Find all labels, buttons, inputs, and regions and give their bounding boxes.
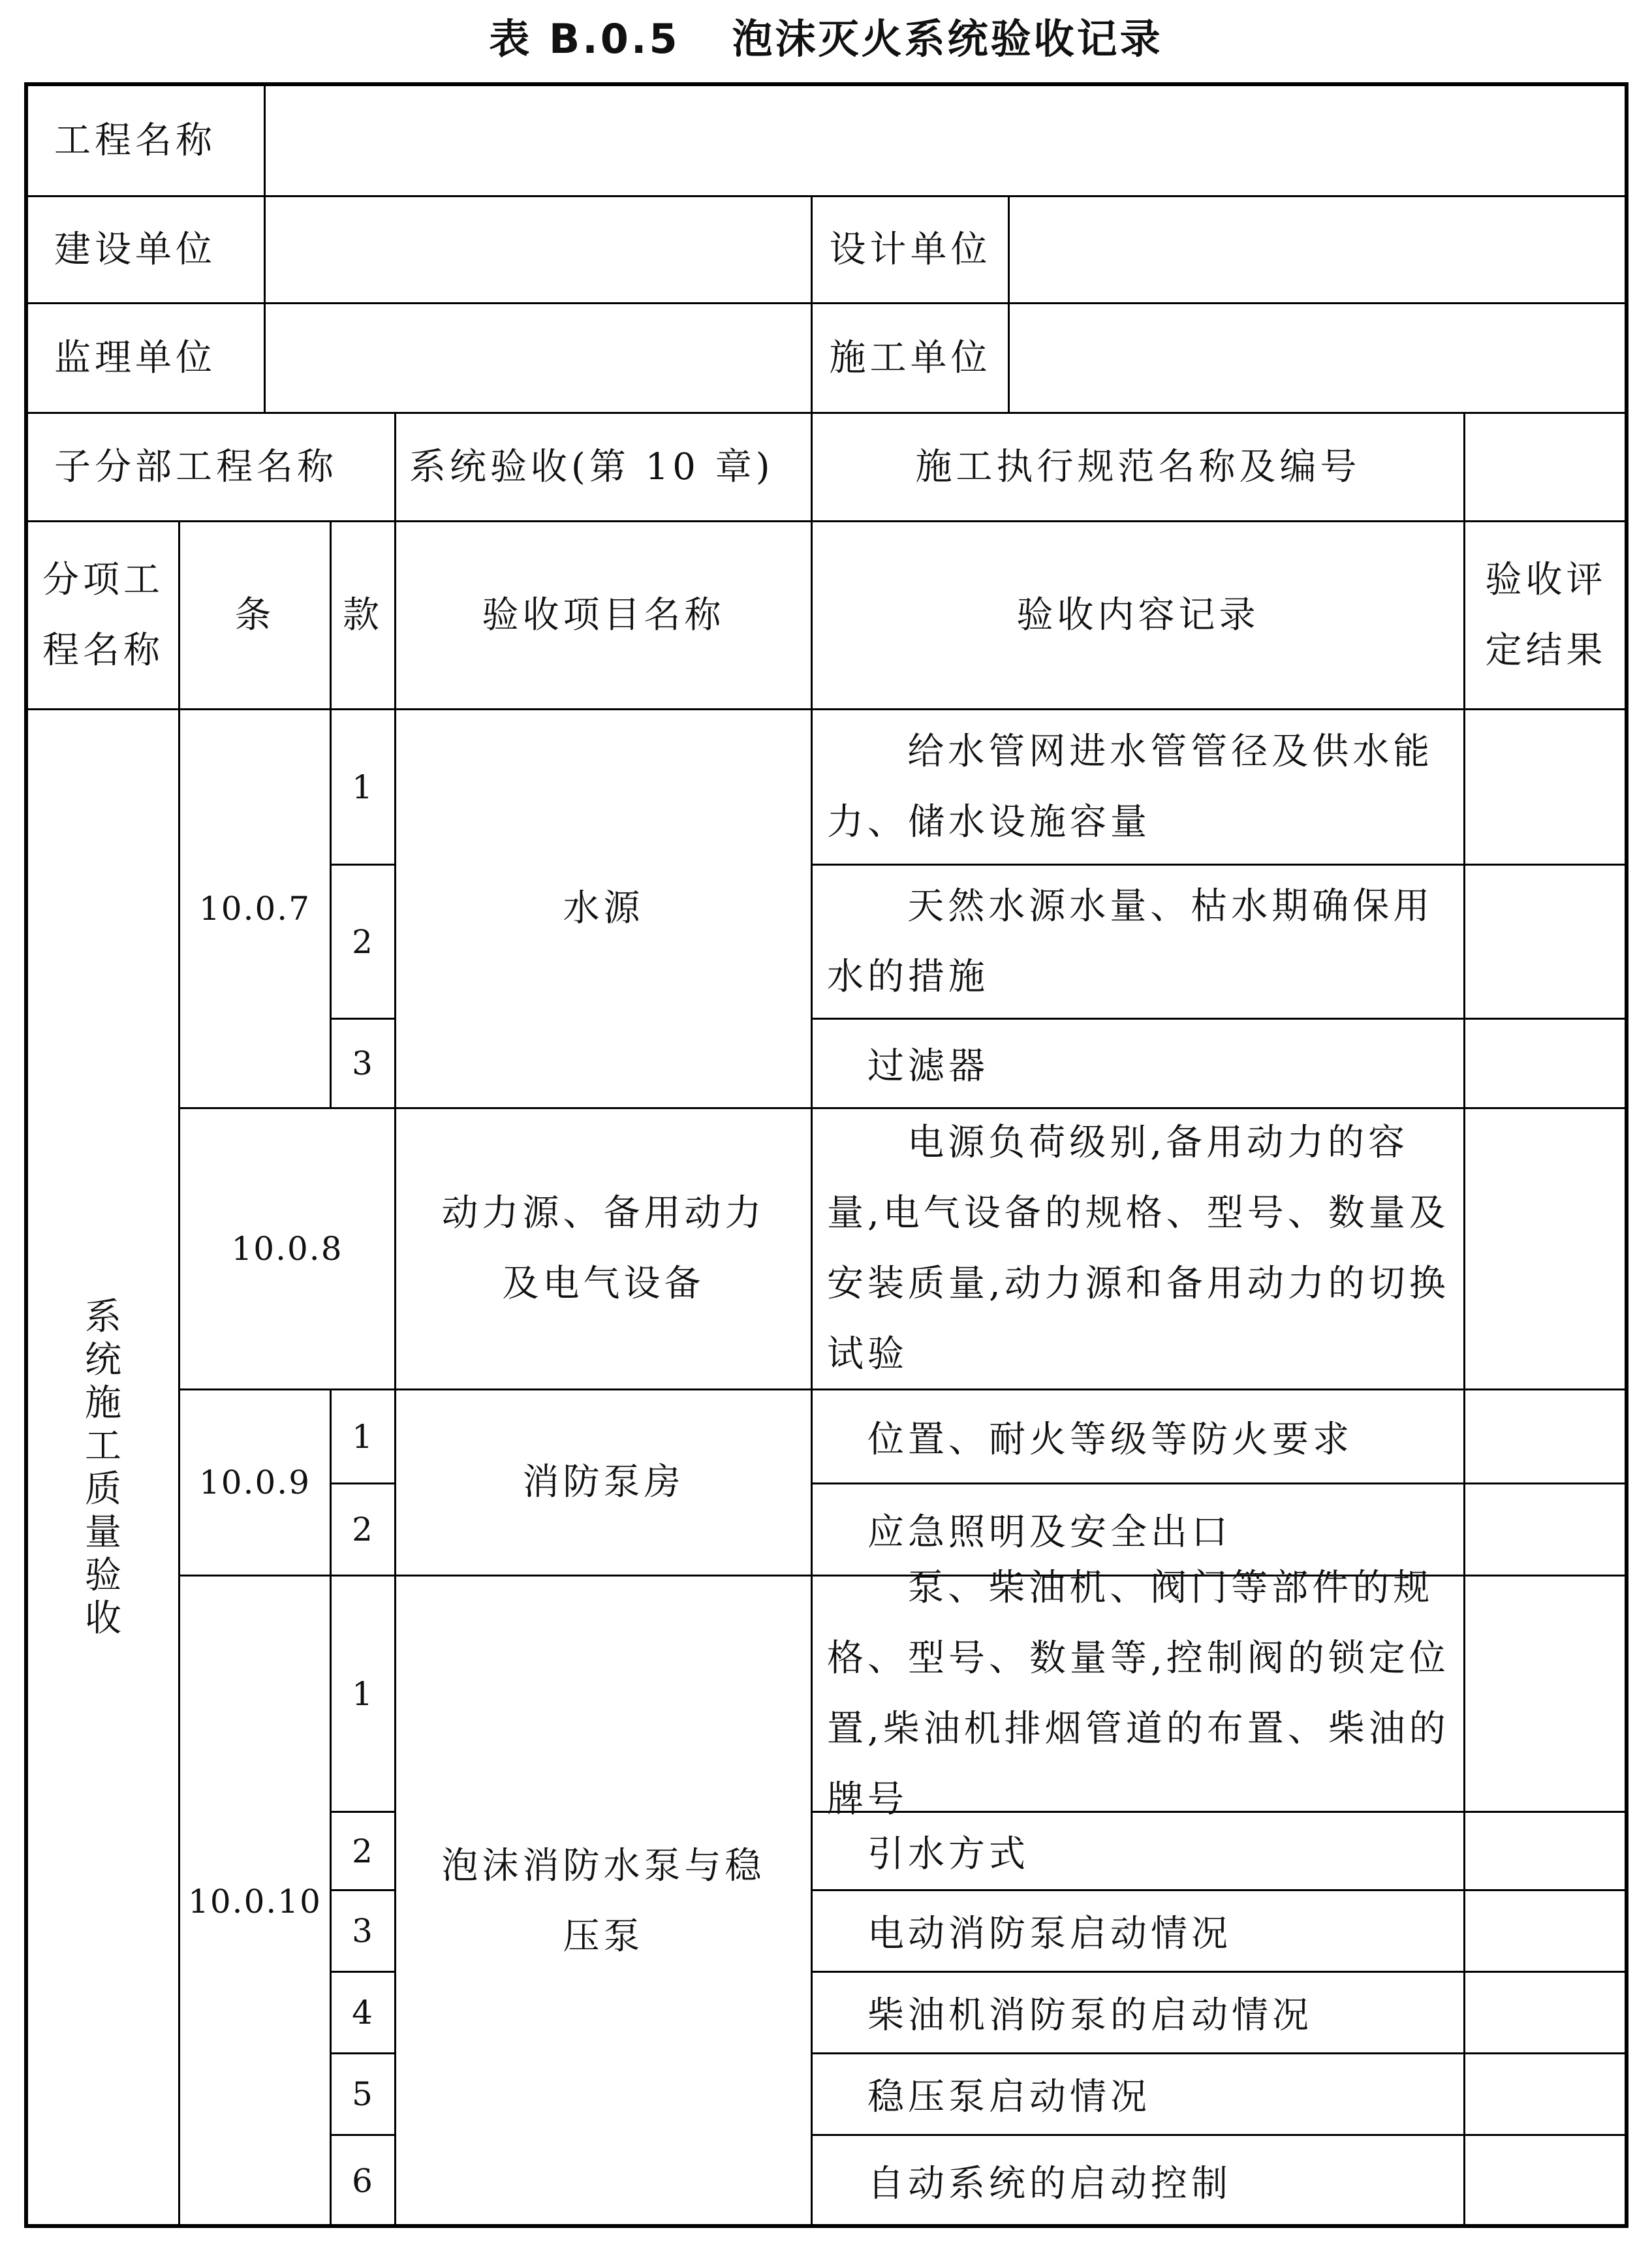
supervisor-label: 监理单位	[28, 304, 266, 414]
col-header-item-project: 分项工程名称	[28, 522, 180, 710]
content-text: 位置、耐火等级等防火要求	[813, 1390, 1465, 1484]
subclause-number: 6	[332, 2136, 396, 2228]
content-text: 天然水源水量、枯水期确保用水的措施	[827, 885, 1434, 998]
result-cell[interactable]	[1465, 1973, 1629, 2054]
subclause-number: 3	[332, 1891, 396, 1973]
content-cell	[813, 1566, 1465, 1821]
subclause-number: 3	[332, 1020, 396, 1109]
content-text: 自动系统的启动控制	[813, 2136, 1465, 2228]
section-name-pump-room: 消防泵房	[396, 1390, 813, 1576]
result-cell[interactable]	[1465, 1576, 1629, 1813]
acceptance-record-table	[24, 82, 1629, 2228]
section-clause-10-0-7: 10.0.7	[180, 710, 332, 1109]
content-text: 泵、柴油机、阀门等部件的规格、型号、数量等,控制阀的锁定位置,柴油机排烟管道的布置、柴油的牌号	[827, 1566, 1450, 1821]
content-cell	[813, 866, 1465, 1020]
content-text: 过滤器	[813, 1020, 1465, 1109]
section-clause-10-0-10: 10.0.10	[180, 1576, 332, 2228]
content-text: 柴油机消防泵的启动情况	[813, 1973, 1465, 2054]
result-cell[interactable]	[1465, 710, 1629, 866]
designer-value[interactable]	[1010, 197, 1629, 304]
subclause-number: 1	[332, 1390, 396, 1484]
result-cell[interactable]	[1465, 1390, 1629, 1484]
col-header-item-name: 验收项目名称	[396, 522, 813, 710]
subclause-number: 5	[332, 2054, 396, 2136]
builder-label: 建设单位	[28, 197, 266, 304]
group-label: 系统施工质量验收	[85, 1296, 121, 1640]
result-cell[interactable]	[1465, 2054, 1629, 2136]
sub-project-label: 子分部工程名称	[28, 414, 396, 522]
content-text: 给水管网进水管管径及供水能力、储水设施容量	[827, 730, 1434, 843]
content-cell	[813, 710, 1465, 866]
col-header-content: 验收内容记录	[813, 522, 1465, 710]
result-cell[interactable]	[1465, 1484, 1629, 1576]
content-cell	[813, 1109, 1465, 1390]
section-clause-10-0-9: 10.0.9	[180, 1390, 332, 1576]
section-clause-10-0-8: 10.0.8	[180, 1109, 396, 1390]
content-text: 电动消防泵启动情况	[813, 1891, 1465, 1973]
subclause-number: 2	[332, 866, 396, 1020]
subclause-number: 2	[332, 1484, 396, 1576]
result-cell[interactable]	[1465, 866, 1629, 1020]
table-code: 表 B.0.5	[489, 14, 680, 63]
constructor-label: 施工单位	[813, 304, 1010, 414]
content-text: 电源负荷级别,备用动力的容量,电气设备的规格、型号、数量及安装质量,动力源和备用动力的切换试验	[827, 1122, 1450, 1375]
spec-value[interactable]	[1465, 414, 1629, 522]
supervisor-value[interactable]	[266, 304, 813, 414]
designer-label: 设计单位	[813, 197, 1010, 304]
content-text: 应急照明及安全出口	[813, 1484, 1465, 1576]
result-cell[interactable]	[1465, 1891, 1629, 1973]
subclause-number: 4	[332, 1973, 396, 2054]
subclause-number: 1	[332, 710, 396, 866]
table-name: 泡沫灭火系统验收记录	[732, 14, 1163, 63]
content-text: 稳压泵启动情况	[813, 2054, 1465, 2136]
section-name-foam-pump: 泡沫消防水泵与稳压泵	[396, 1576, 813, 2228]
section-name-power: 动力源、备用动力及电气设备	[396, 1109, 813, 1390]
col-header-subclause: 款	[332, 522, 396, 710]
spec-label: 施工执行规范名称及编号	[813, 414, 1465, 522]
table-title	[0, 0, 1652, 71]
col-header-clause: 条	[180, 522, 332, 710]
builder-value[interactable]	[266, 197, 813, 304]
col-header-result: 验收评定结果	[1465, 522, 1629, 710]
result-cell[interactable]	[1465, 1020, 1629, 1109]
subclause-number: 1	[332, 1576, 396, 1813]
project-name-label: 工程名称	[28, 86, 266, 197]
section-name-water-source: 水源	[396, 710, 813, 1109]
content-text: 引水方式	[813, 1813, 1465, 1891]
subclause-number: 2	[332, 1813, 396, 1891]
result-cell[interactable]	[1465, 2136, 1629, 2228]
sub-project-value: 系统验收(第 10 章)	[396, 414, 813, 522]
result-cell[interactable]	[1465, 1109, 1629, 1390]
group-label-cell	[28, 710, 180, 2228]
constructor-value[interactable]	[1010, 304, 1629, 414]
project-name-value[interactable]	[266, 86, 1629, 197]
result-cell[interactable]	[1465, 1813, 1629, 1891]
